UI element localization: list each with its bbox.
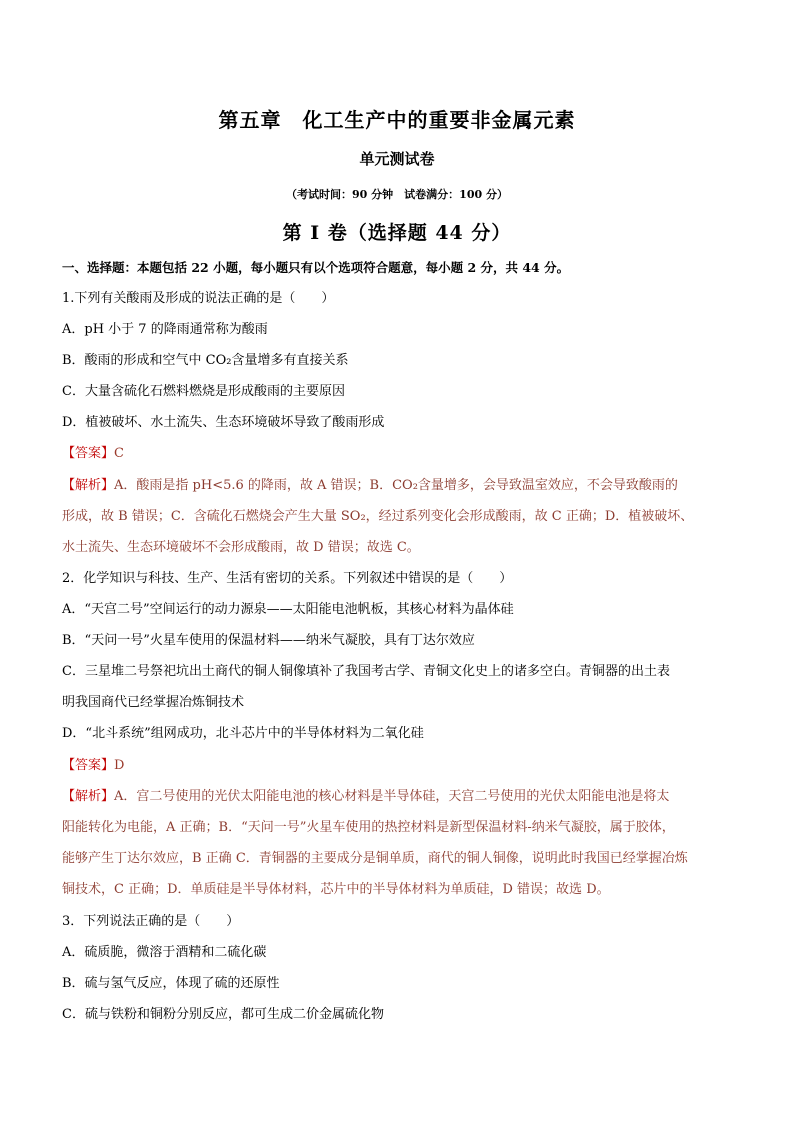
q3-option-b: B．硫与氢气反应，体现了硫的还原性 (62, 976, 280, 991)
answer-tag: 【答案】 (62, 758, 115, 773)
page-title: 第五章 化工生产中的重要非金属元素 (218, 108, 576, 132)
q2-option-b: B．“天问一号”火星车使用的保温材料——纳米气凝胶，具有丁达尔效应 (62, 633, 475, 648)
answer-value: D (114, 758, 125, 773)
q3-option-c: C．硫与铁粉和铜粉分别反应，都可生成二价金属硫化物 (62, 1007, 384, 1022)
q1-option-c: C．大量含硫化石燃料燃烧是形成酸雨的主要原因 (62, 384, 345, 399)
analysis-text: A．酸雨是指 pH<5.6 的降雨，故 A 错误；B．CO₂含量增多，会导致温室效应，不会导致酸雨的 (114, 478, 678, 493)
section-heading: 第 I 卷（选择题 44 分） (282, 222, 512, 244)
q1-analysis-line-1 (62, 476, 742, 496)
q3-stem: 3．下列说法正确的是（ ） (62, 914, 240, 929)
q1-answer (62, 444, 742, 464)
q1-stem: 1.下列有关酸雨及形成的说法正确的是（ ） (62, 291, 335, 306)
analysis-tag: 【解析】 (62, 789, 115, 804)
q1-option-b: B．酸雨的形成和空气中 CO₂含量增多有直接关系 (62, 353, 349, 368)
q1-analysis-line-2: 形成，故 B 错误；C．含硫化石燃烧会产生大量 SO₂，经过系列变化会形成酸雨，故 C 正确；D．植被破坏、 (62, 509, 694, 524)
q2-option-d: D．“北斗系统”组网成功，北斗芯片中的半导体材料为二氧化硅 (62, 726, 424, 741)
q2-answer (62, 756, 742, 776)
instructions: 一、选择题：本题包括 22 小题，每小题只有以个选项符合题意，每小题 2 分，共 44 分。 (62, 260, 570, 275)
q1-analysis-line-3: 水土流失、生态环境破坏不会形成酸雨，故 D 错误；故选 C。 (62, 540, 420, 555)
q3-option-a: A．硫质脆，微溶于酒精和二硫化碳 (62, 945, 267, 960)
answer-tag: 【答案】 (62, 446, 115, 461)
q2-analysis-line-3: 能够产生丁达尔效应，B 正确 C．青铜器的主要成分是铜单质，商代的铜人铜像，说明此时我国已经掌握冶炼 (62, 851, 688, 866)
analysis-text: A．宫二号使用的光伏太阳能电池的核心材料是半导体硅，天宫二号使用的光伏太阳能电池是将太 (114, 789, 670, 804)
q2-option-c-line-2: 明我国商代已经掌握冶炼铜技术 (62, 695, 245, 710)
q2-option-c-line-1: C．三星堆二号祭祀坑出土商代的铜人铜像填补了我国考古学、青铜文化史上的诸多空白。青铜器的出土表 (62, 664, 670, 679)
q2-stem: 2．化学知识与科技、生产、生活有密切的关系。下列叙述中错误的是（ ） (62, 571, 513, 586)
q2-analysis-line-2: 阳能转化为电能，A 正确；B．“天问一号”火星车使用的热控材料是新型保温材料-纳米气凝胶，属于胶体， (62, 820, 675, 835)
analysis-tag: 【解析】 (62, 478, 115, 493)
q2-analysis-line-4: 铜技术，C 正确；D．单质硅是半导体材料，芯片中的半导体材料为单质硅，D 错误；故选 D。 (62, 882, 610, 897)
answer-value: C (114, 446, 124, 461)
q2-option-a: A．“天宫二号”空间运行的动力源泉——太阳能电池帆板，其核心材料为晶体硅 (62, 602, 514, 617)
q1-option-d: D．植被破坏、水土流失、生态环境破坏导致了酸雨形成 (62, 415, 385, 430)
q2-analysis-line-1 (62, 787, 742, 807)
q1-option-a: A．pH 小于 7 的降雨通常称为酸雨 (62, 322, 268, 337)
page-subtitle: 单元测试卷 (359, 150, 435, 168)
exam-meta: （考试时间：90 分钟 试卷满分：100 分） (286, 188, 508, 201)
